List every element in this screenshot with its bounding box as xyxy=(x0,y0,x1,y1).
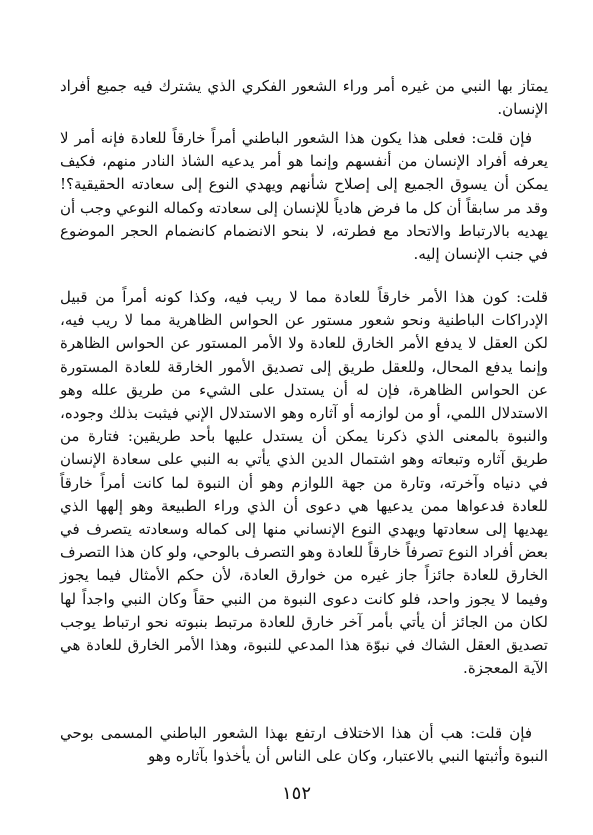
paragraph-text: يمتاز بها النبي من غيره أمر وراء الشعور الفكري الذي يشترك فيه جميع أفراد الإنسان. xyxy=(60,77,548,119)
paragraph-objection xyxy=(60,127,548,266)
paragraph-text: قلت: كون هذا الأمر خارقاً للعادة مما لا ريب فيه، وكذا كونه أمراً من قبيل الإدراكات الباطنية ونحو شعور مستور عن الحواس الظاهرية مما لا ريب فيه، لكن العقل لا يدفع الأمر الخارق للعادة ولا الأمر المستور عن الحواس الظاهرة وإنما يدفع المحال، وللعقل طريق إلى تصديق الأمور الخارقة للعادة المستورة عن الحواس الظاهرة، فإن له أن يستدل على الشيء من طريق علله وهو الاستدلال اللمي، أو من لوازمه أو آثاره وهو الاستدلال الإني فيثبت بذلك وجوده، والنبوة بالمعنى الذي ذكرنا يمكن أن يستدل عليها بأحد طريقين: فتارة من طريق آثاره وتبعاته وهو اشتمال الدين الذي يأتي به النبي على سعادة الإنسان في دنياه وآخرته، وتارة من جهة اللوازم وهو أن النبوة لما كانت أمراً خارقاً للعادة فدعواها ممن يدعيها هي دعوى أن الذي وراء الطبيعة وهو إلهها الذي يهديها إلى سعادتها ويهدي النوع الإنساني منها إلى كماله وسعادته يتصرف في بعض أفراد النوع تصرفاً خارقاً للعادة وهو التصرف بالوحي، ولو كان هذا التصرف الخارق للعادة جائزاً جاز غيره من خوارق العادة، لأن حكم الأمثال فيما يجوز وفيما لا يجوز واحد، فلو كانت دعوى النبوة من النبي حقاً وكان النبي واجداً لها لكان من الجائز أن يأتي بأمر آخر خارق للعادة مرتبط بنبوته نحو ارتباط يوجب تصديق العقل الشاك في نبوّة هذا المدعي للنبوة، وهذا الأمر الخارق للعادة هي الآية المعجزة. xyxy=(60,288,548,678)
page-number: ١٥٢ xyxy=(281,783,311,804)
paragraph-second-objection xyxy=(60,722,548,768)
paragraph-text: فإن قلت: فعلى هذا يكون هذا الشعور الباطني أمراً خارقاً للعادة فإنه أمر لا يعرفه أفراد الإنسان من أنفسهم وإنما هو أمر يدعيه الشاذ النادر منهم، فكيف يمكن أن يسوق الجميع إلى إصلاح شأنهم ويهدي النوع إلى سعادته الحقيقية؟! وقد مر سابقاً أن كل ما فرض هادياً للإنسان إلى سعادته وكماله النوعي وجب أن يهديه بالارتباط والاتحاد مع فطرته، لا بنحو الانضمام كانضمام الحجر الموضوع في جنب الإنسان إليه. xyxy=(60,129,548,264)
paragraph-text: فإن قلت: هب أن هذا الاختلاف ارتفع بهذا الشعور الباطني المسمى بوحي النبوة وأثبتها النبي بالاعتبار، وكان على الناس أن يأخذوا بآثاره وهو xyxy=(60,724,548,766)
paragraph-answer xyxy=(60,286,548,680)
paragraph-continuation xyxy=(60,75,548,121)
